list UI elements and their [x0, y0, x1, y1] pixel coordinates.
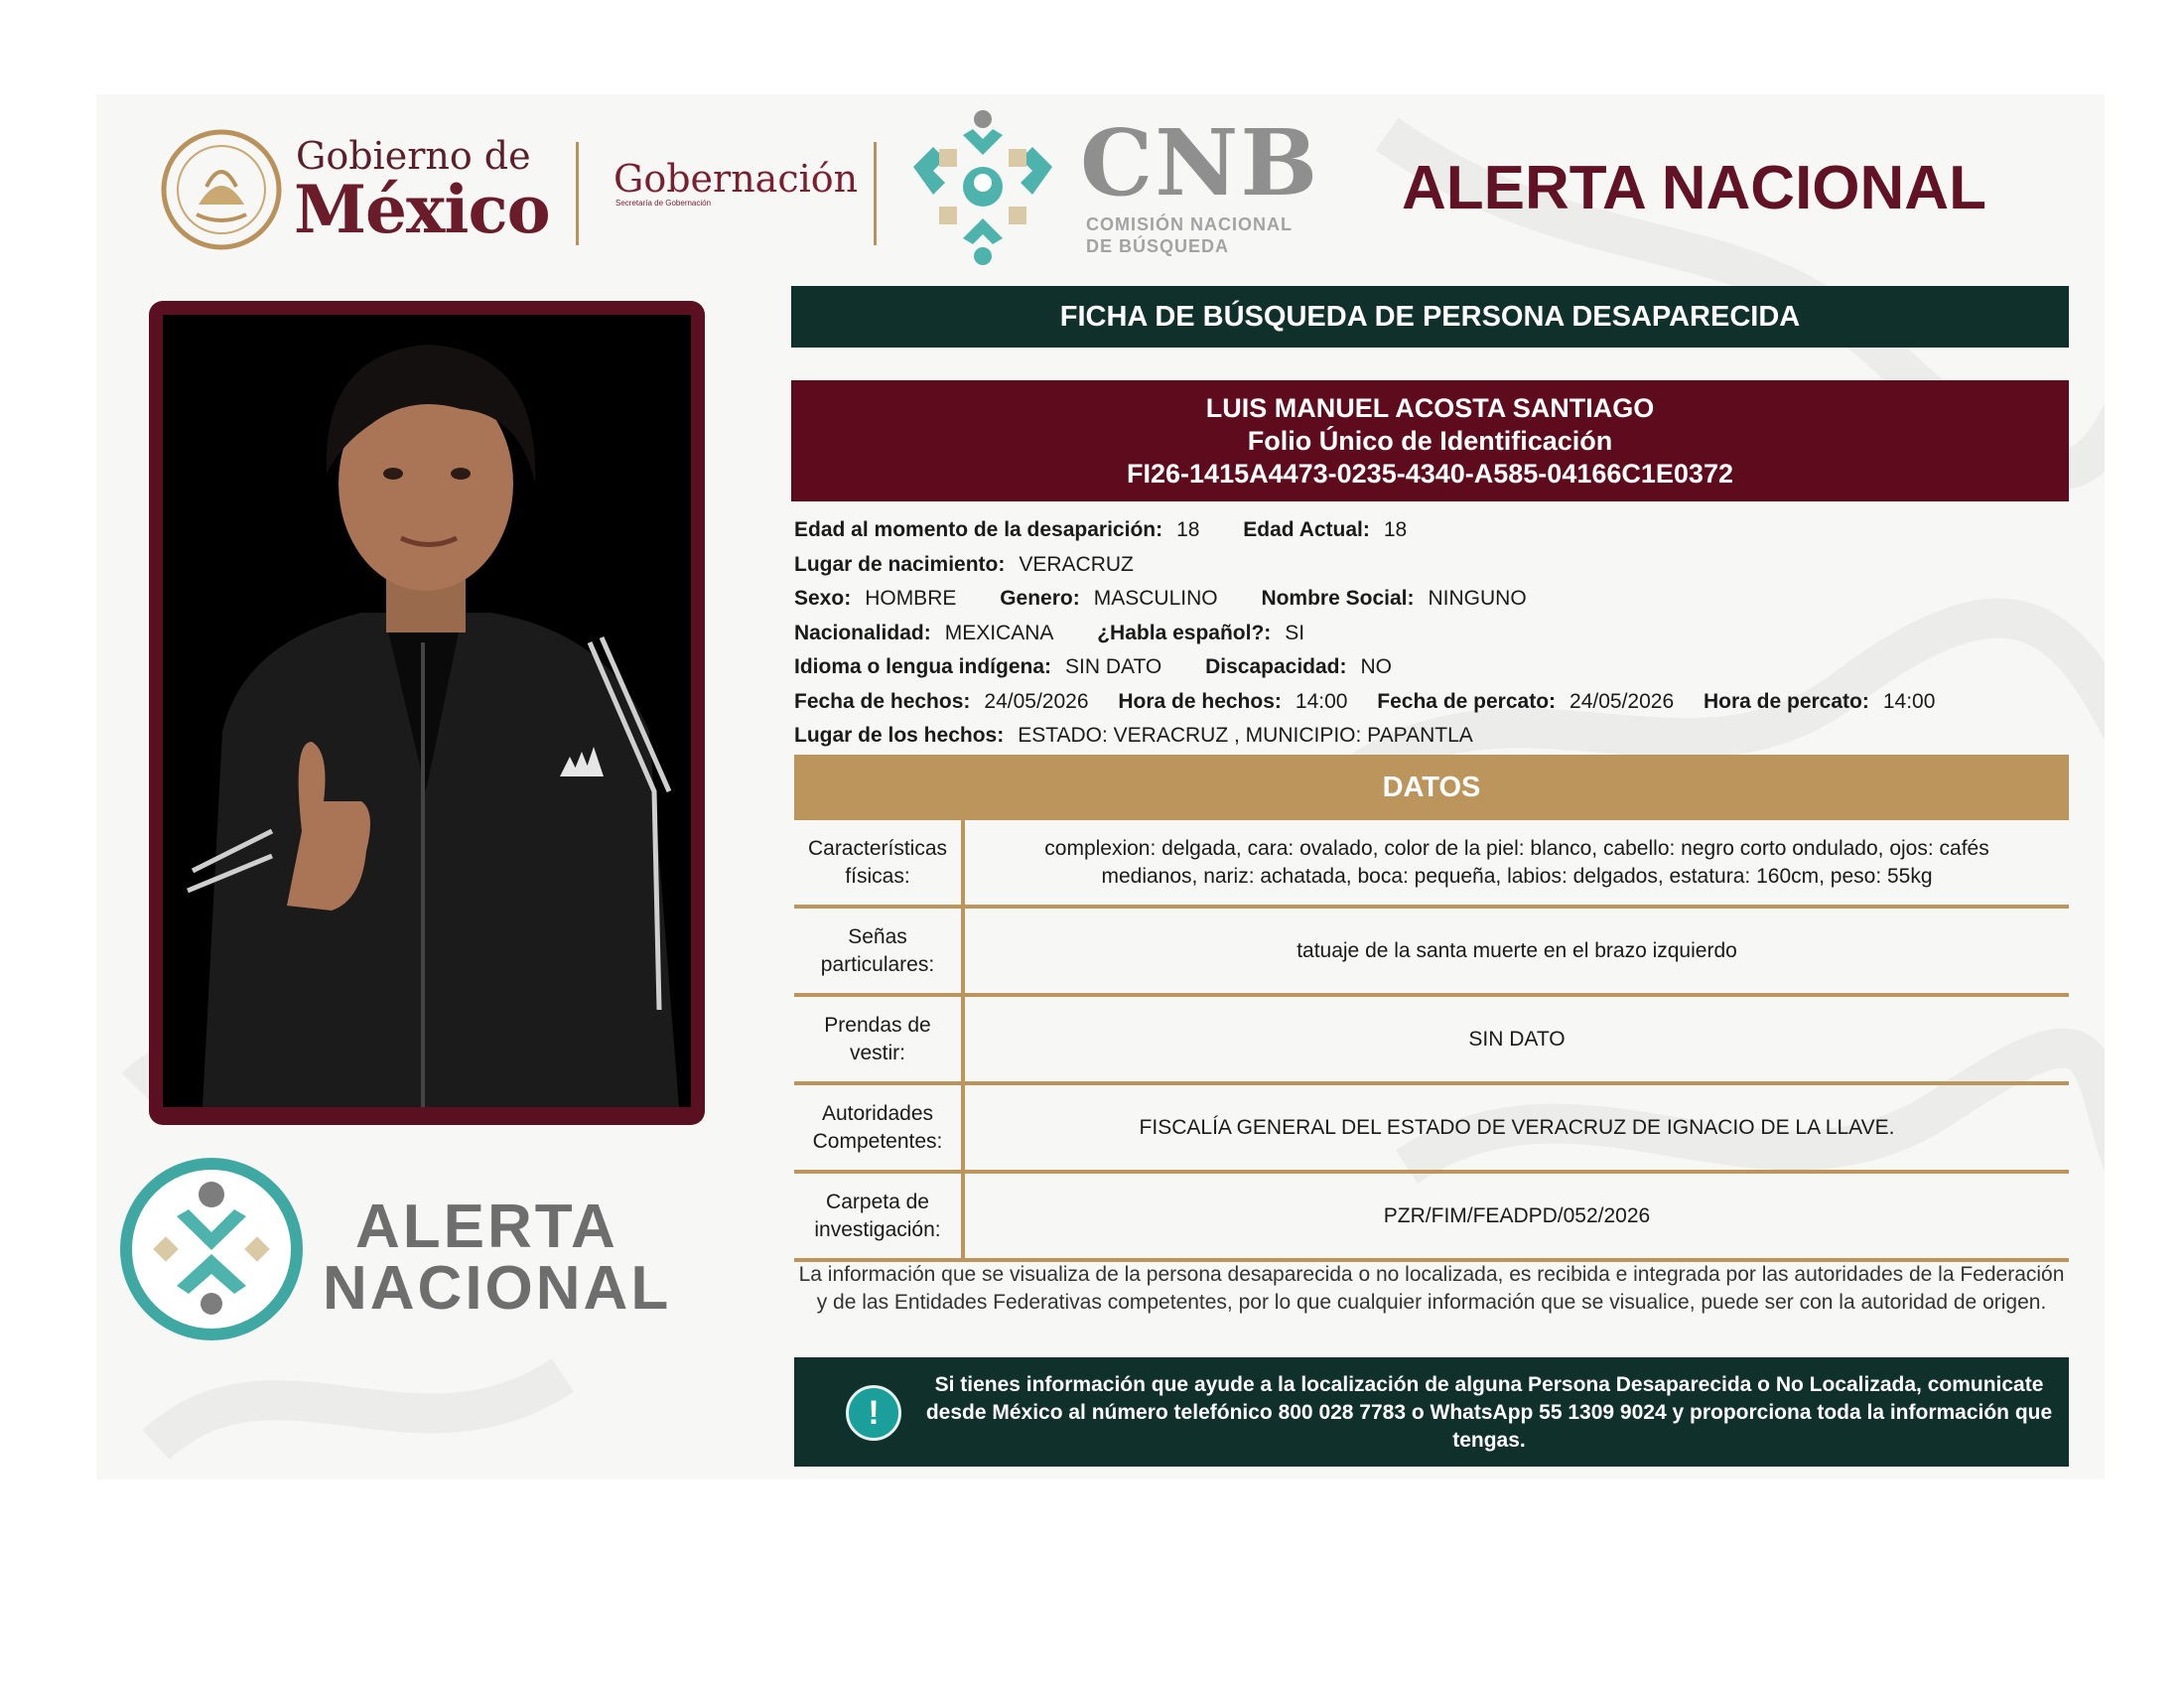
person-info: [794, 513, 2075, 754]
fecha-percato-value: 24/05/2026: [1570, 689, 1675, 713]
habla-espanol-label: ¿Habla español?:: [1097, 621, 1272, 644]
table-row: [794, 1085, 2069, 1174]
edad-actual-value: 18: [1383, 518, 1408, 541]
fecha-hechos-value: 24/05/2026: [984, 689, 1089, 713]
info-row: [794, 548, 2075, 583]
info-row: [794, 582, 2075, 617]
cnb-wordmark: CNB: [1080, 109, 1320, 216]
habla-espanol-value: SI: [1285, 621, 1305, 644]
gobierno-de-text: Gobierno de: [296, 134, 531, 178]
contact-text: Si tienes información que ayude a la localización de alguna Persona Desaparecida o No Localizada, comunicate desde México al número telefónico 800 028 7783 o WhatsApp 55 1309 9024 y proporciona toda la información que tengas.: [925, 1373, 2053, 1452]
table-row: [794, 1174, 2069, 1262]
row-label: Prendas de vestir:: [794, 997, 965, 1081]
cnb-subtitle-line1: COMISIÓN NACIONAL: [1086, 214, 1293, 234]
folio-label: Folio Único de Identificación: [1247, 426, 1613, 456]
sexo-label: Sexo:: [794, 587, 852, 610]
table-row: [794, 997, 2069, 1085]
gobernacion-subtitle: Secretaría de Gobernación: [615, 199, 712, 208]
idioma-value: SIN DATO: [1065, 655, 1162, 678]
missing-person-photo: [163, 315, 691, 1107]
alerta-logo-text-line1: ALERTA: [355, 1193, 618, 1261]
folio-number: FI26-1415A4473-0235-4340-A585-04166C1E0372: [1127, 459, 1733, 489]
header-divider: [576, 142, 579, 245]
row-label: Señas particulares:: [794, 909, 965, 993]
lugar-nacimiento-value: VERACRUZ: [1019, 552, 1134, 576]
discapacidad-label: Discapacidad:: [1205, 655, 1347, 678]
exclamation-icon: !: [846, 1385, 901, 1441]
hora-percato-value: 14:00: [1882, 689, 1936, 713]
mexico-emblem-icon: [159, 127, 284, 252]
hora-hechos-label: Hora de hechos:: [1118, 689, 1282, 713]
row-value: tatuaje de la santa muerte en el brazo izquierdo: [1297, 938, 1737, 962]
edad-desaparicion-label: Edad al momento de la desaparición:: [794, 518, 1163, 541]
genero-value: MASCULINO: [1093, 587, 1218, 610]
alert-title: ALERTA NACIONAL: [1402, 154, 1986, 222]
hora-hechos-value: 14:00: [1295, 689, 1348, 713]
ficha-title: FICHA DE BÚSQUEDA DE PERSONA DESAPARECIDA: [791, 286, 2069, 348]
edad-desaparicion-value: 18: [1176, 518, 1200, 541]
lugar-nacimiento-label: Lugar de nacimiento:: [794, 552, 1006, 576]
table-row: [794, 820, 2069, 909]
fecha-hechos-label: Fecha de hechos:: [794, 689, 971, 713]
info-row: [794, 617, 2075, 651]
alerta-logo-text-line2: NACIONAL: [323, 1254, 672, 1323]
row-value: complexion: delgada, cara: ovalado, color de la piel: blanco, cabello: negro corto ondulado, ojos: cafés medianos, nariz: achatada, boca: pequeña, labios: delgados, estatura: 160cm, peso: 55kg: [1044, 836, 1989, 888]
row-value: PZR/FIM/FEADPD/052/2026: [1383, 1203, 1651, 1227]
discapacidad-value: NO: [1360, 655, 1392, 678]
photo-frame: [149, 301, 705, 1125]
datos-header: DATOS: [794, 755, 2069, 820]
row-value: SIN DATO: [1468, 1027, 1566, 1051]
lugar-hechos-label: Lugar de los hechos:: [794, 724, 1005, 747]
info-row: [794, 513, 2075, 548]
sexo-value: HOMBRE: [865, 587, 957, 610]
mexico-text: México: [294, 171, 550, 248]
table-row: [794, 909, 2069, 997]
datos-table: [794, 820, 2069, 1262]
nacionalidad-label: Nacionalidad:: [794, 621, 931, 644]
person-name: LUIS MANUEL ACOSTA SANTIAGO: [1205, 393, 1655, 423]
alerta-nacional-logo-icon: [117, 1155, 306, 1343]
edad-actual-label: Edad Actual:: [1243, 518, 1370, 541]
header-divider: [874, 142, 877, 245]
row-label: Autoridades Competentes:: [794, 1085, 965, 1170]
row-value: FISCALÍA GENERAL DEL ESTADO DE VERACRUZ DE IGNACIO DE LA LLAVE.: [1139, 1115, 1895, 1139]
nombre-social-label: Nombre Social:: [1261, 587, 1415, 610]
cnb-subtitle-line2: DE BÚSQUEDA: [1086, 236, 1230, 256]
genero-label: Genero:: [1000, 587, 1080, 610]
cnb-logo-icon: [903, 107, 1062, 266]
nacionalidad-value: MEXICANA: [944, 621, 1054, 644]
gobernacion-text: Gobernación: [614, 157, 859, 201]
info-row: [794, 685, 2075, 720]
fecha-percato-label: Fecha de percato:: [1377, 689, 1557, 713]
hora-percato-label: Hora de percato:: [1703, 689, 1869, 713]
lugar-hechos-value: ESTADO: VERACRUZ , MUNICIPIO: PAPANTLA: [1018, 724, 1473, 747]
person-silhouette-icon: [163, 315, 691, 1107]
info-row: [794, 650, 2075, 685]
idioma-label: Idioma o lengua indígena:: [794, 655, 1052, 678]
nombre-social-value: NINGUNO: [1428, 587, 1527, 610]
row-label: Carpeta de investigación:: [794, 1174, 965, 1258]
disclaimer-text: La información que se visualiza de la persona desaparecida o no localizada, es recibida e integrada por las autoridades de la Federación y de las Entidades Federativas competentes, por lo que cualquier información que se visualice, puede ser con la autoridad de origen.: [798, 1263, 2065, 1314]
row-label: Características físicas:: [794, 820, 965, 905]
contact-banner: [794, 1357, 2069, 1467]
person-name-box: [791, 380, 2069, 501]
info-row: [794, 719, 2075, 754]
